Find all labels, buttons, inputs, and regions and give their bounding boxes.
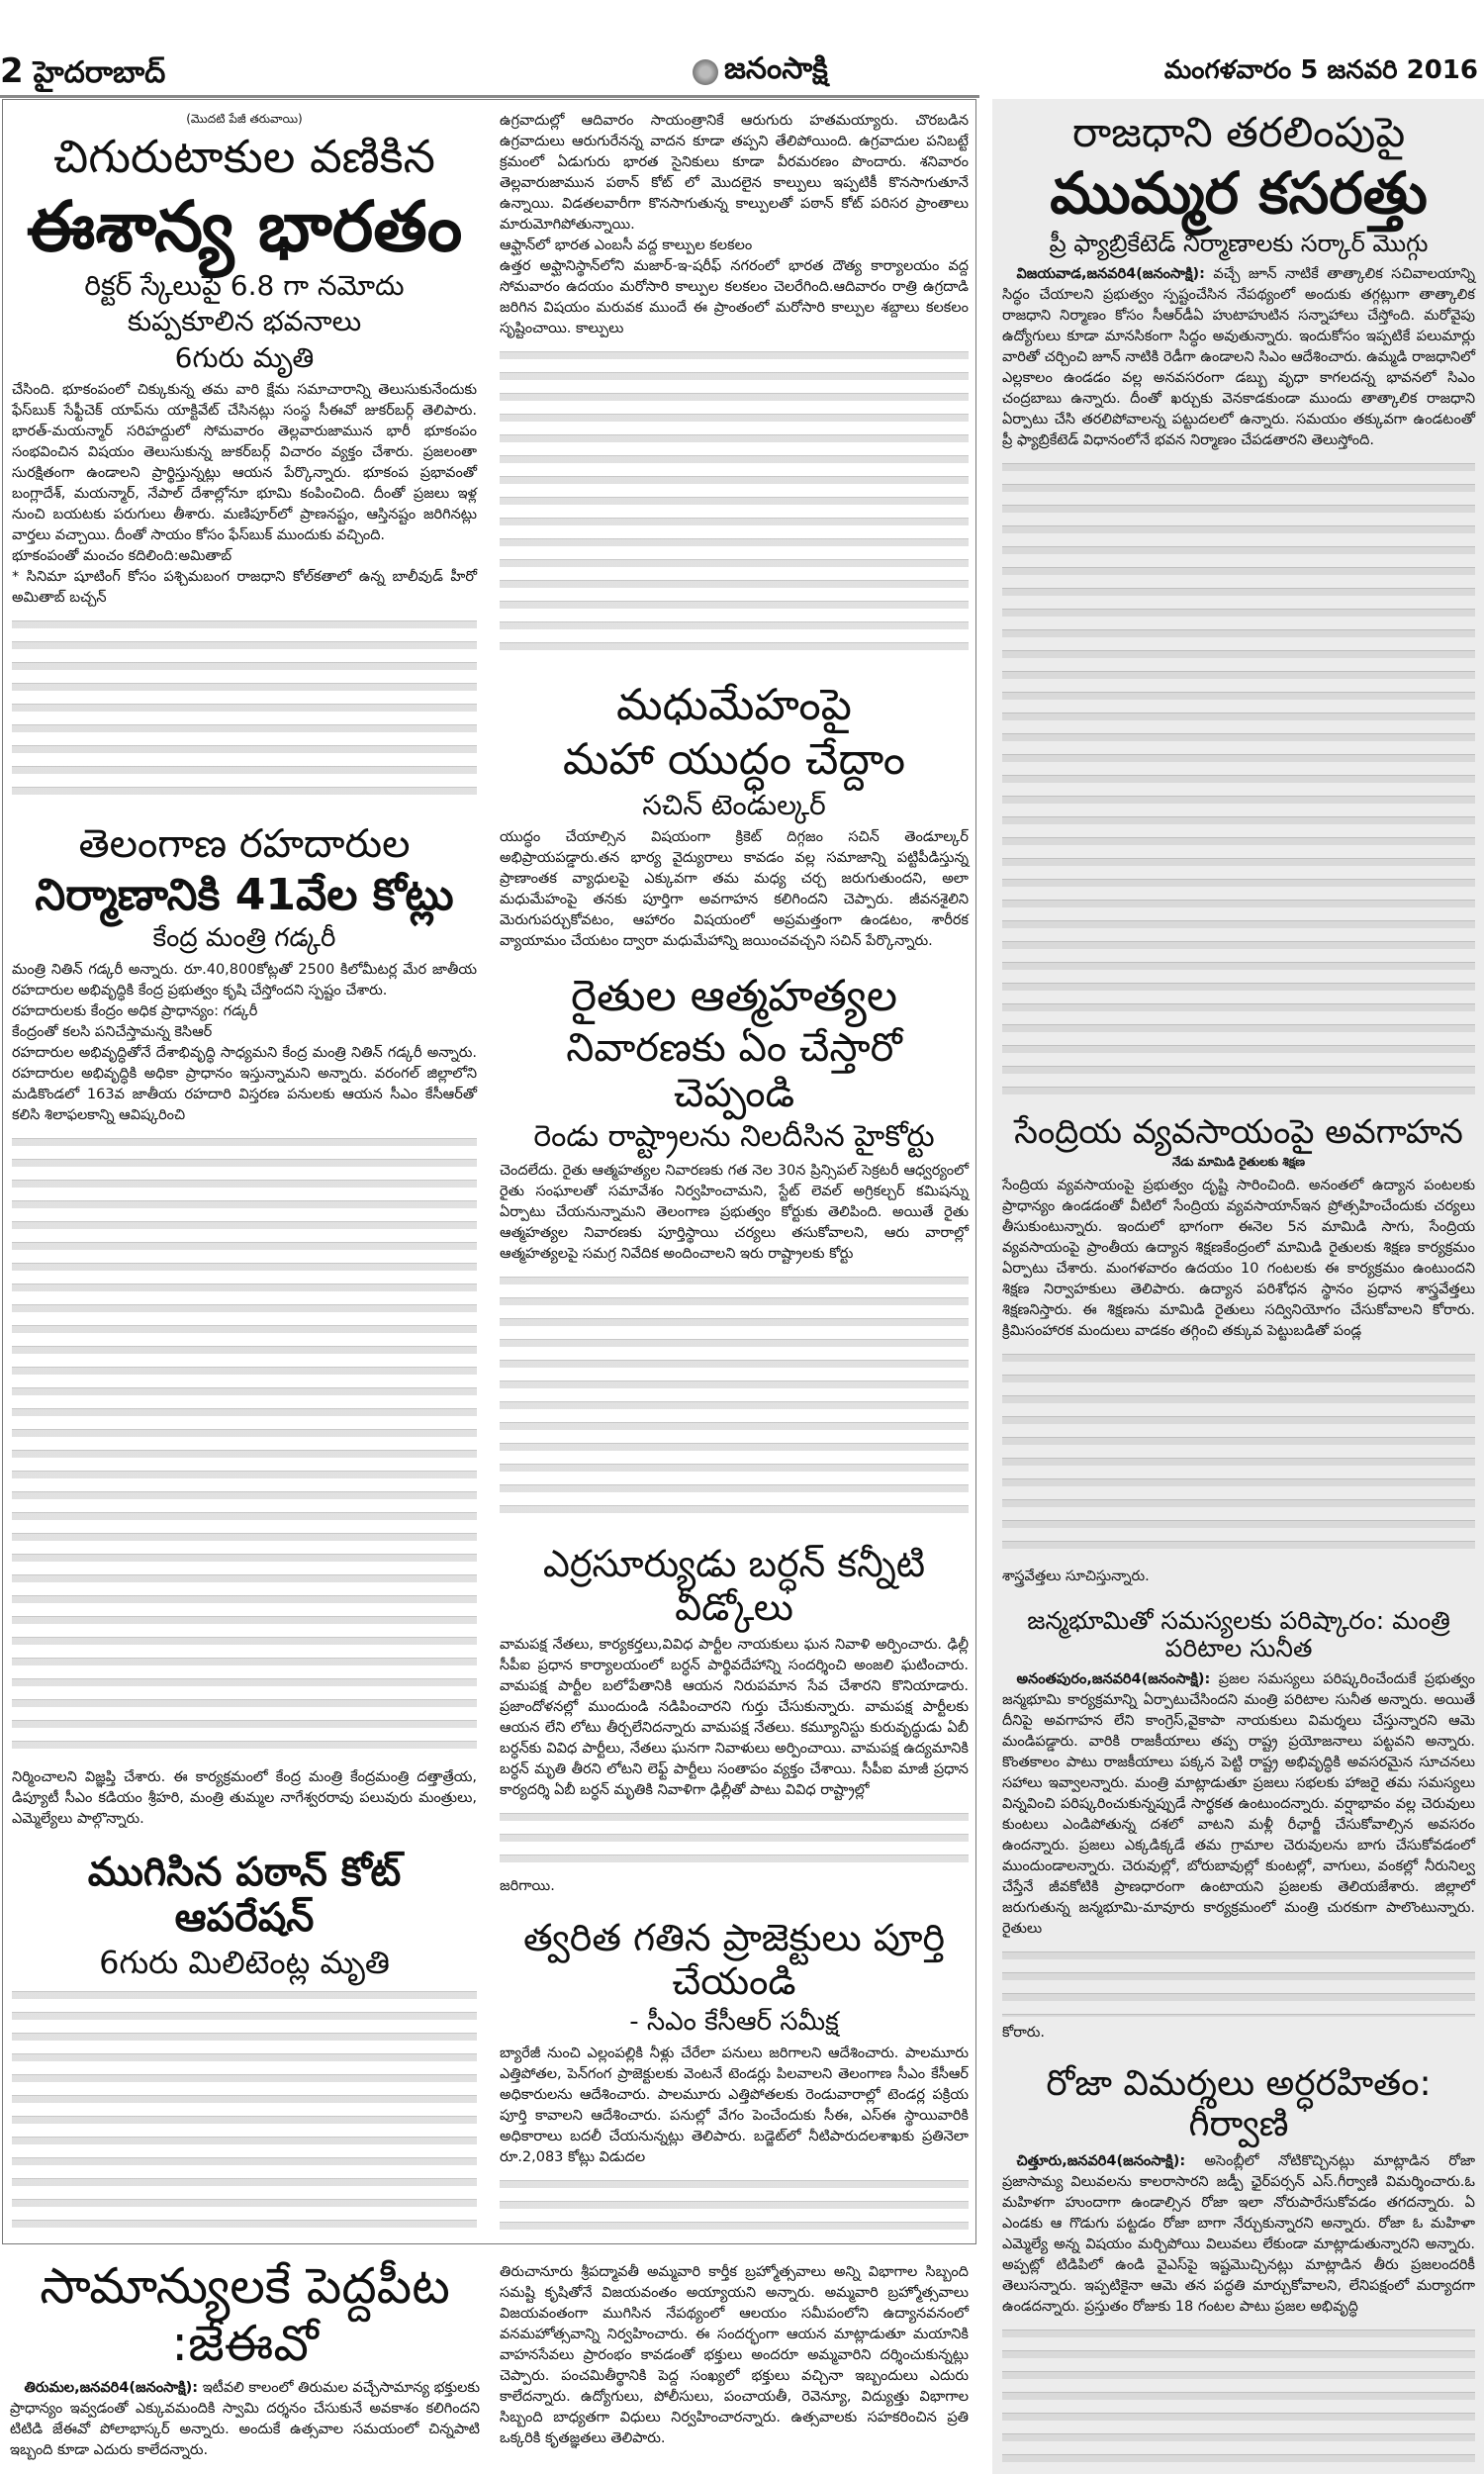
- paragraph: రహదారుల అభివృద్ధితోనే దేశాభివృద్ధి సాధ్యమని కేంద్ర మంత్రి నితిన్ గడ్కరీ అన్నారు. రహదారుల అభివృద్ధికి అధికా ప్రాధానం ఇస్తున్నామని అన్నారు. వరంగల్ జిల్లాలోని మడికొండలో 163వ జాతీయ రహదారి విస్తరణ పనులకు ఆయన సీఎం కేసీఆర్‌తో కలిసి శిలాఫలకాన్ని ఆవిష్కరించి: [12, 1045, 477, 1123]
- text-continuation: [500, 1271, 969, 1525]
- spacer: [12, 806, 477, 819]
- dateline: తిరుమల,జనవరి4(జనంసాక్షి):: [24, 2380, 199, 2396]
- text-continuation: [1002, 2324, 1475, 2465]
- inline-subhead: భూకంపంతో మంచం కదిలింది:అమితాబ్: [12, 547, 232, 564]
- paragraph: జరిగాయి.: [500, 1878, 555, 1895]
- issue-date: మంగళవారం 5 జనవరి 2016: [1163, 55, 1478, 85]
- paragraph: [1002, 1669, 1475, 1940]
- subheadline: కేంద్ర మంత్రి గడ్కరీ: [152, 923, 336, 954]
- spacer: [500, 665, 969, 679]
- paragraph: నిర్మించాలని విజ్ఞప్తి చేశారు. ఈ కార్యక్రమంలో కేంద్ర మంత్రి కేంద్రమంత్రి దత్తాత్రేయ, డిప్యూటీ సీఎం కడియం శ్రీహరి, మంత్రి తుమ్మల నాగేశ్వరరావు పలువురు మంత్రులు, ఎమ్మెల్యేలు పాల్గొన్నారు.: [12, 1768, 477, 1827]
- section-name: హైదరాబాద్: [33, 55, 166, 90]
- masthead: [693, 51, 828, 93]
- paragraph: ఉగ్రవాదుల్లో ఆదివారం సాయంత్రానికే ఆరుగురు హతమయ్యారు. చొరబడిన ఉగ్రవాదులు ఆరుగురేనన్న వాదన కూడా తప్పని తేలిపోయింది. ఉగ్రవాదుల పనిబట్టే క్రమంలో ఏడుగురు భారత సైనికులు కూడా వీరమరణం పొందారు. శనివారం తెల్లవారుజామున పఠాన్ కోట్ లో మొదలైన కాల్పులు ఇప్పటికీ కొనసాగుతూనే ఉన్నాయి. విడతలవారీగా కొనసాగుతున్న కాల్పులతో పఠాన్ కోట్ పరిసర ప్రాంతాలు మారుమోగిపోతున్నాయి.: [500, 113, 969, 233]
- paragraph: [1002, 264, 1475, 451]
- text-continuation: [12, 1132, 477, 1761]
- subheadline: రెండు రాష్ట్రాలను నిలదీసిన హైకోర్టు: [533, 1119, 935, 1155]
- middle-column: [500, 107, 969, 2239]
- paragraph: వామపక్ష నేతలు, కార్యకర్తలు,వివిధ పార్టీల నాయకులు ఘన నివాళి అర్పించారు. ఢిల్లీ సీపీఐ ప్రధాన కార్యాలయంలో బర్ధన్ పార్థివదేహాన్ని సందర్శించి అంజలి ఘటించారు. వామపక్ష పార్టీల బలోపేతానికి ఆయన నిరుపమాన సేవ చేశారని కొనియాడారు. ప్రజాందోళనల్లో ముందుండి నడిపించారని గుర్తు చేసుకున్నారు. వామపక్ష పార్టీలకు ఆయన లేని లోటు తీర్చలేనిదన్నారు వామపక్ష నేతలు. కమ్యూనిస్టు కురువృద్ధుడు ఏబీ బర్ధన్‌కు వివిధ పార్టీలు, నేతలు ఘనగా నివాళులు అర్పించాయి. వామపక్ష ఉద్యమానికి బర్ధన్ మృతి తీరని లోటని లెఫ్ట్ పార్టీలు సంతాపం వ్యక్తం చేశాయి. సీపీఐ మాజీ ప్రధాన కార్యదర్శి ఏబీ బర్ధన్ మృతికి నివాళిగా ఢిల్లీతో పాటు వివిధ రాష్ట్రాల్లో: [500, 1637, 969, 1799]
- headline: సేంద్రియ వ్యవసాయంపై అవగాహన: [1014, 1111, 1463, 1152]
- headline: రాజధాని తరలింపుపై: [1071, 108, 1406, 156]
- story-body-end: [12, 1767, 477, 1830]
- paragraph-text: ఇటీవలి కాలంలో తిరుమల వచ్చేసామాన్య భక్తులకు ప్రాధాన్యం ఇవ్వడంతో ఎక్కువమందికి స్వామి దర్శనం చేసుకునే అవకాశం కలిగిందని టిటిడి జేఈవో పోలాభాస్కర్ అన్నారు. అందుకే ఉత్సవాల సమయంలో చిన్నపాటి ఇబ్బంది కూడా ఎదురు కాలేదన్నారు.: [10, 2380, 480, 2458]
- paragraph-text: ప్రజల సమస్యలు పరిష్కరించేందుకే ప్రభుత్వం జన్మభూమి కార్యక్రమాన్ని ఏర్పాటుచేసిందని మంత్రి పరిటాల సునీత అన్నారు. అయితే దీనిపై అవగాహన లేని కాంగ్రెస్,వైకాపా నాయకులు విమర్శలు చేస్తున్నారని ఆమె మండిపడ్డారు. వారికి రాజకీయాలు తప్ప రాష్ట్ర ప్రయోజనాలు పట్టవని అన్నారు. కొంతకాలం పాటు రాజకీయాలు పక్కన పెట్టి రాష్ట్ర అభివృద్ధికి అవసరమైన సూచనలు సహాలు ఇవ్వాలన్నారు. మంత్రి మాట్లాడుతూ ప్రజలు సభలకు హాజరై తమ సమస్యలు విన్నవించి పరిష్కరించుకున్నప్పుడే సార్థకత ఉంటుందన్నారు. వర్షాభావం వల్ల చెరువులు కుంటలు ఎండిపోతున్న దశలో వాటని మళ్లీ రీఛార్జీ చేసుకోవాల్సిన అవసరం ఉందన్నారు. ప్రజలు ఎక్కడిక్కడే తమ గ్రామాల చెరువులను బాగు చేసుకోవడంలో ముందుండాలన్నారు. చెరువుల్లో, బోరుబావుల్లో కుంటల్లో, వాగులు, వంకల్లో నీరునిల్వ చేస్తేనే జీవకోటికి ప్రాణధారంగా ఉంటాయని ప్రజలకు తెలియజేశారు. జిల్లాలో జరుగుతున్న జన్మభూమి-మావూరు కార్యక్రమంలో మంత్రి చురకుగా పాలొంటున్నారు. రైతులు: [1002, 1671, 1475, 1938]
- paragraph: సేంద్రియ వ్యవసాయంపై ప్రభుత్వం దృష్టి సారించింది. అనంతలో ఉద్యాన పంటలకు ప్రాధాన్యం ఉండడంతో వీటిలో సేంద్రియ వ్యవసాయాన్ఇన ప్రోత్సహించేందుకు చర్యలు తీసుకుంటున్నారు. ఇందులో భాగంగా ఈనెల 5న మామిడి సాగు, సేంద్రియ వ్యవసాయంపై ప్రాంతీయ ఉద్యాన శిక్షణకేంద్రంలో మామిడి రైతులకు శిక్షణ కార్యక్రమం ఏర్పాటు చేశారు. మంగళవారం ఉదయం 10 గంటలకు ఈ కార్యక్రమం ఉంటుందని శిక్షణ నిర్వాహకులు తెలిపారు. ఉద్యాన పరిశోధన స్థానం ప్రధాన శాస్త్రవేత్తలు శిక్షణనిస్తారు. ఈ శిక్షణను మామిడి రైతులు సద్వినియోగం చేసుకోవాలని కోరారు. క్రిమిసంహారక మందులు వాడకం తగ్గించి తక్కువ పెట్టుబడితో పండ్ల: [1002, 1177, 1475, 1339]
- text-continuation: [1002, 1946, 1475, 2017]
- paragraph: * సినిమా షూటింగ్ కోసం పశ్చిమబంగ రాజధాని కోల్‌కతాలో ఉన్న బాలీవుడ్ హీరో అమితాబ్ బచ్చన్: [12, 568, 477, 606]
- spacer: [500, 1527, 969, 1541]
- story-body: [500, 1161, 969, 1265]
- paragraph-text: అసెంబ్లీలో నోటికొచ్చినట్లు మాట్లాడిన రోజా ప్రజాసామ్య విలువలను కాలరాసారని జడ్పీ ఛైర్‌పర్సన్ ఎస్.గీర్వాణి విమర్శించారు.ఓ మహిళగా హుందాగా ఉండాల్సిన రోజా ఇలా నోరుపారేసుకోవడం తగదన్నారు. ఏ ఎండకు ఆ గొడుగు పట్టడం రోజా బాగా నేర్చుకున్నారని అన్నారు. రోజా ఓ మహిళా ఎమ్మెల్యే అన్న విషయం మర్చిపోయి విలువలు లేకుండా మాట్లాడుతున్నారని అన్నారు. అప్పట్లో టిడిపిలో ఉండి వైఎస్‌పై ఇష్టమొచ్చినట్లు మాట్లాడిన తీరు ప్రజలందరికీ తెలుసన్నారు. ఇప్పటికైనా ఆమె తన పద్ధతి మార్చుకోవాలని, లేనిపక్షంలో మర్యాదగా ఉండదన్నారు. ప్రస్తుతం రోజుకు 18 గంటల పాటు ప్రజల అభివృద్ధి: [1002, 2152, 1476, 2315]
- paragraph: చేసింది. భూకంపంలో చిక్కుకున్న తమ వారి క్షేమ సమాచారాన్ని తెలుసుకునేందుకు ఫేస్‌బుక్ సేఫ్టీచెక్ యాప్‌ను యాక్టివేట్ చేసినట్లు సంస్థ సీఈవో జుకర్‌బర్గ్ తెలిపారు. భారత్-మయన్మార్ సరిహద్దులో సోమవారం తెల్లవారుజామున భారీ భూకంపం సంభవించిన విషయం తెలుసుకున్న జుకర్‌బర్గ్ విచారం వ్యక్తం చేశారు. ప్రజలంతా సురక్షితంగా ఉండాలని ప్రార్థిస్తున్నట్లు ఆయన పేర్కొన్నారు. భూకంప ప్రభావంతో బంగ్లాదేశ్, మయన్మార్, నేపాల్ దేశాల్లోనూ భూమి కంపించింది. దీంతో ప్రజలు ఇళ్ల నుంచి బయటకు పరుగులు తీశారు. మణిపూర్‌లో ప్రాణనష్టం, ఆస్తినష్టం జరిగినట్లు వార్తలు వచ్చాయి. దీంతో సాయం కోసం ఫేస్‌బుక్ ముందుకు వచ్చింది.: [12, 381, 477, 543]
- headline: త్వరిత గతిన ప్రాజెక్టులు పూర్తి చేయండి: [523, 1916, 945, 2004]
- story-body: [1002, 1176, 1475, 1342]
- text-continuation: [500, 1807, 969, 1870]
- paragraph: చెందలేదు. రైతు ఆత్మహత్యల నివారణకు గత నెల 30న ప్రిన్సిపల్ సెక్రటరీ ఆధ్వర్యంలో రైతు సంఘాలతో సమావేశం నిర్వహించామని, స్టేట్ లెవల్ అగ్రికల్చర్ కమిషన్ను ఏర్పాటు చేయనున్నామని తెలంగాణ ప్రభుత్వం కోర్టుకు తెలిపింది. అయితే రైతు ఆత్మహత్యల నివారణకు పూర్తిస్థాయి చర్యలు తసుకోవాలని, ఆరు వారాల్లో ఆత్మహత్యలపై సమగ్ర నివేదిక అందించాలని ఇరు రాష్ట్రాలకు కోర్టు: [500, 1162, 969, 1262]
- masthead-title: జనంసాక్షి: [724, 51, 828, 86]
- spacer: [1002, 1591, 1475, 1605]
- subheadline: - సీఎం కేసీఆర్ సమీక్ష: [629, 2006, 839, 2037]
- story-body-continued: [500, 2262, 969, 2449]
- left-column: [12, 111, 477, 2238]
- story-body: [10, 2378, 480, 2461]
- story-body-continued: [500, 111, 969, 339]
- headline: తెలంగాణ రహదారుల: [78, 820, 411, 867]
- bottom-middle-column: [500, 2258, 969, 2466]
- paragraph: శాస్త్రవేత్తలు సూచిస్తున్నారు.: [1002, 1568, 1150, 1584]
- headline: జన్మభూమితో సమస్యలకు పరిష్కారం: మంత్రి పరిటాల సునీత: [1027, 1605, 1450, 1664]
- paragraph: యుద్ధం చేయాల్సిన విషయంగా క్రికెట్ దిగ్గజం సచిన్ తెండూల్కర్ అభిప్రాయపడ్డారు.తన భార్య వైద్యురాలు కావడం వల్ల సమాజాన్ని పట్టిపీడిస్తున్న ప్రాణాంతక వ్యాధులపై ఎక్కువగా తమ మధ్య చర్చ జరుగుతుందని, అలా మధుమేహంపై తనకు పూర్తిగా అవగాహన కలిగిందని చెప్పారు. జీవనశైలిని మెరుగుపర్చుకోవటం, ఆహారం విషయంలో అప్రమత్తంగా ఉండటం, శారీరక వ్యాయామం చేయటం ద్వారా మధుమేహాన్ని జయించవచ్చని సచిన్ పేర్కొన్నారు.: [500, 828, 969, 949]
- inline-subhead: రహదారులకు కేంద్రం అధిక ప్రాధాన్యం: గడ్కరీ: [12, 1003, 258, 1019]
- dateline: విజయవాడ,జనవరి4(జనంసాక్షి):: [1016, 265, 1205, 282]
- headline: నిర్మాణానికి 41వేల కోట్లు: [35, 869, 454, 920]
- headline: రోజా విమర్శలు అర్ధరహితం: గీర్వాణి: [1046, 2062, 1432, 2145]
- subheadline: రిక్టర్ స్కేలుపై 6.8 గా నమోదు: [84, 269, 405, 303]
- paragraph: కోరారు.: [1002, 2024, 1046, 2041]
- story-body: [500, 2044, 969, 2168]
- text-continuation: [12, 1985, 477, 2236]
- text-continuation: [1002, 457, 1475, 1095]
- right-column: [1002, 107, 1475, 2467]
- paragraph: ఉత్తర అఫ్ఘానిస్థాన్‌లోని మజార్-ఇ-షరీఫ్ నగరంలో భారత దౌత్య కార్యాలయం వద్ద సోమవారం ఉదయం మరోసారి కాల్పుల కలకలం చెలరేగింది.ఆదివారం రాత్రి ఉగ్రదాడి జరిగిన విషయం మరువక ముందే ఈ ప్రాంతంలో మరోసారి కాల్పుల శబ్దాలు కలకలం సృష్టించాయి. కాల్పులు: [500, 258, 969, 336]
- story-body: [1002, 1669, 1475, 1940]
- headline: రైతుల ఆత్మహత్యల: [570, 970, 898, 1021]
- paragraph: [10, 2378, 480, 2461]
- text-continuation: [500, 2174, 969, 2237]
- page-section: [0, 51, 165, 97]
- paragraph: మంత్రి నితిన్ గడ్కరీ అన్నారు. రూ.40,800కోట్లతో 2500 కిలోమీటర్ల మేర జాతీయ రహదారుల అభివృద్ధికి కేంద్ర ప్రభుత్వం కృషి చేస్తోందని స్పష్టం చేశారు.: [12, 962, 477, 999]
- headline: నివారణకు ఏం చేస్తారో చెప్పండి: [566, 1025, 902, 1117]
- subheadline: 6గురు మృతి: [174, 340, 315, 374]
- subheadline: ప్రీ ఫ్యాబ్రికేటెడ్ నిర్మాణాలకు సర్కార్ మొగ్గు: [1049, 229, 1429, 257]
- story-body: [12, 960, 477, 1126]
- inline-subhead: ఆఫ్ఘాన్‌లో భారత ఎంబసీ వద్ద కాల్పుల కలకలం: [500, 238, 753, 253]
- headline: మహా యుద్ధం చేద్దాం: [562, 733, 906, 785]
- story-body: [500, 1635, 969, 1801]
- text-continuation: [1002, 1348, 1475, 1561]
- spacer: [500, 956, 969, 970]
- story-body-end: [500, 1876, 969, 1897]
- bottom-left-column: [10, 2256, 480, 2464]
- text-continuation: [12, 615, 477, 804]
- spacer: [12, 1834, 477, 1848]
- byline: సచిన్ టెండుల్కర్: [642, 788, 826, 821]
- story-body: [1002, 264, 1475, 451]
- headline: ఎర్రసూర్యుడు బర్ధన్ కన్నీటి వీడ్కోలు: [542, 1541, 926, 1629]
- page-number: 2: [0, 51, 24, 91]
- dateline: అనంతపురం,జనవరి4(జనంసాక్షి):: [1016, 1671, 1211, 1688]
- headline: ఈశాన్య భారతం: [26, 185, 463, 267]
- subheadline: 6గురు మిలిటెంట్ల మృతి: [99, 1943, 390, 1981]
- story-body-end: [1002, 1567, 1475, 1587]
- dateline: చిత్తూరు,జనవరి4(జనంసాక్షి):: [1016, 2152, 1186, 2169]
- spacer: [1002, 1097, 1475, 1111]
- paragraph: బ్యారేజీ నుంచి ఎల్లంపల్లికి నీళ్లు చేరేలా పనులు జరిగాలని ఆదేశించారు. పాలమూరు ఎత్తిపోతల, పెన్‌గంగ ప్రాజెక్టులకు వెంటనే టెండర్లు పిలవాలని తెలంగాణ సీఎం కేసీఆర్ అధికారులను ఆదేశించారు. పాలమూరు ఎత్తిపోతలకు రెండువారాల్లో టెండర్ల పక్రియ పూర్తి కావాలని ఆదేశించారు. పనుల్లో వేగం పెంచేందుకు సీఈ, ఎస్‌ఈ స్థాయివారికి అధికారాలు బదలీ చేయనున్నట్లు తెలిపారు. బడ్జెట్‌లో నీటిపారుదలశాఖకు ప్రతినెలా రూ.2,083 కోట్లు విడుదల: [500, 2045, 969, 2165]
- subheadline: కుప్పకూలిన భవనాలు: [127, 305, 362, 338]
- paragraph-text: వచ్చే జూన్ నాటికే తాత్కాలిక సచివాలయాన్ని సిద్ధం చేయాలని ప్రభుత్వం స్పష్టంచేసిన నేపథ్యంలో అందుకు తగ్గట్లుగా తాత్కాలిక రాజధాని నిర్మాణం కోసం సీఆర్‌డీఏ హుటాహుటిన సన్నాహాలు చేస్తోంది. మరోవైపు ఉద్యోగులు కూడా మానసికంగా సిద్ధం అవుతున్నారు. ఇందుకోసం ఇప్పటికే పలుమార్లు వారితో చర్చించి జూన్ నాటికి రెడీగా ఉండాలని సిఎం ఆదేశించారు. ఉమ్మడి రాజధానిలో ఎల్లకాలం ఉండడం వల్ల అనవసరంగా డబ్బు వృధా కాగలదన్న భావనలో సిఎం చంద్రబాబు ఉన్నారు. దీంతో ఖర్చుకు వెనకాడకుండా ముందు తాత్కాలిక రాజధాని ఏర్పాటు చేసి తరలిపోవాలన్న పట్టుదలలో ఉన్నారు. సమయం తక్కువగా ఉండటంతో ప్రీ ఫ్యాబ్రికేటెడ్ విధానంలోనే భవన నిర్మాణం చేపడతారని తెలుస్తోంది.: [1002, 265, 1476, 448]
- story-body: [12, 380, 477, 609]
- headline: చిగురుటాకుల వణికిన: [53, 129, 435, 183]
- story-body: [500, 827, 969, 952]
- header-rule: [0, 95, 979, 98]
- story-body-end: [1002, 2023, 1475, 2044]
- text-continuation: [500, 345, 969, 663]
- story-body: [1002, 2151, 1475, 2318]
- paragraph: తిరుచానూరు శ్రీపద్మావతీ అమ్మవారి కార్తీక బ్రహ్మోత్సవాలు అన్ని విభాగాల సిబ్బంది సమష్టి కృషితోనే విజయవంతం అయ్యాయని అన్నారు. అమ్మవారి బ్రహ్మోత్సవాలు విజయవంతంగా ముగిసిన నేపథ్యంలో ఆలయం సమీపంలోని ఉద్యానవనంలో వనమహోత్సవాన్ని నిర్వహించారు. ఈ సందర్భంగా ఆయన మాట్లాడుతూ మయానికి వాహనసేవలు ప్రారంభం కావడంతో భక్తులు అందరూ అమ్మవారిని దర్శించుకున్నట్లు చెప్పారు. పంచమితీర్థానికి పెద్ద సంఖ్యలో భక్తులు వచ్చినా ఇబ్బందులు ఎదురు కాలేదన్నారు. ఉద్యోగులు, పోలీసులు, పంచాయతీ, రెవెన్యూ, విద్యుత్తు విభాగాల సిబ్బంది బాధ్యతగా విధులు నిర్వహించారన్నారు. ఉత్సవాలకు సహకరించిన ప్రతి ఒక్కరికి కృతజ్ఞతలు తెలిపారు.: [500, 2264, 969, 2446]
- paragraph: [1002, 2151, 1475, 2318]
- headline: సామాన్యులకే పెద్దపీట :జేఈవో: [40, 2257, 450, 2372]
- headline: ముమ్మర కసరత్తు: [1050, 159, 1428, 228]
- headline: మధుమేహంపై: [616, 680, 852, 731]
- inline-subhead: కేంద్రంతో కలసి పనిచేస్తామన్న కెసిఆర్: [12, 1024, 213, 1040]
- spacer: [1002, 2047, 1475, 2061]
- story-kicker: (మొదటి పేజీ తరువాయి): [186, 112, 303, 126]
- headline: ముగిసిన పఠాన్ కోట్ ఆపరేషన్: [87, 1849, 402, 1941]
- spacer: [500, 1901, 969, 1915]
- masthead-logo-icon: [693, 59, 718, 85]
- subheadline: నేడు మామిడి రైతులకు శిక్షణ: [1171, 1154, 1306, 1169]
